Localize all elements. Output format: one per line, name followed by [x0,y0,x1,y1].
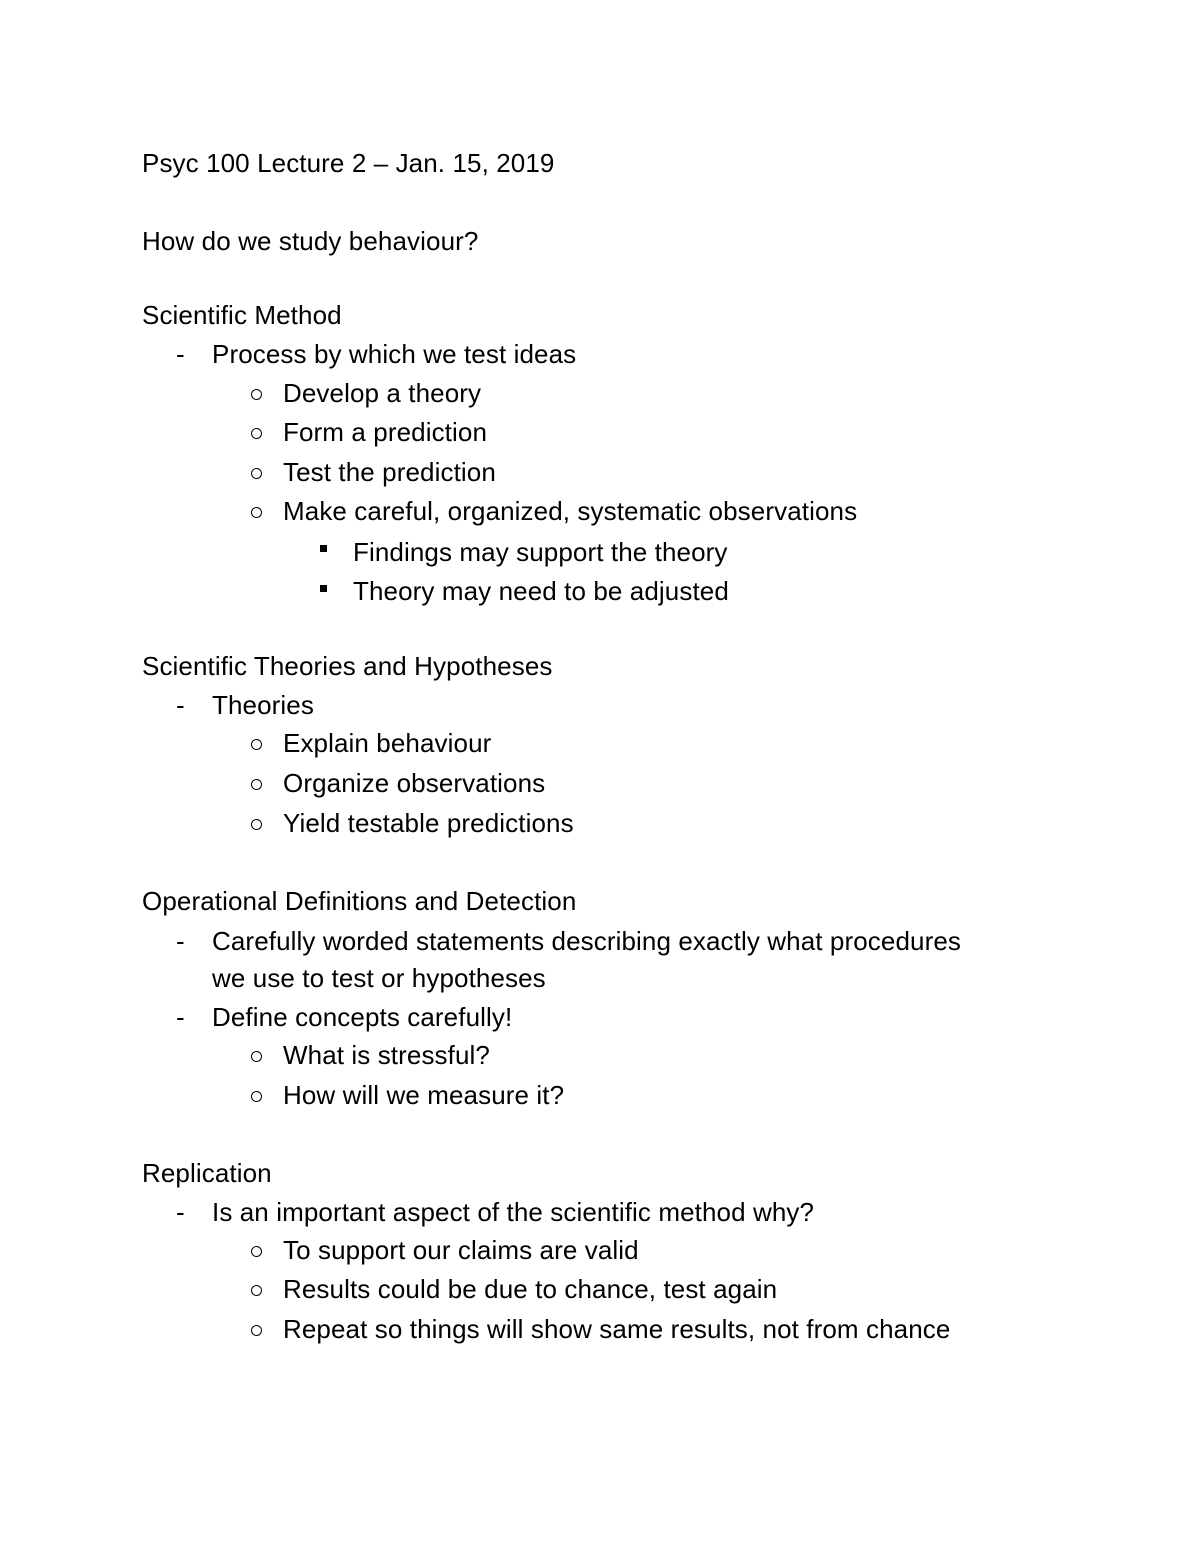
square-bullet [320,545,327,552]
list-item: Carefully worded statements describing exactly what procedures [212,926,962,956]
circle-bullet [251,1285,262,1296]
list-item: Define concepts carefully! [212,1002,513,1032]
list-item: Is an important aspect of the scientific method why? [212,1197,815,1227]
dash-bullet: - [176,339,185,369]
list-subsubitem: Findings may support the theory [353,537,728,567]
dash-bullet: - [176,926,185,956]
list-subitem: Results could be due to chance, test again [283,1274,778,1304]
circle-bullet [251,1325,262,1336]
circle-bullet [251,1091,262,1102]
section-heading-theories-hypotheses: Scientific Theories and Hypotheses [142,651,553,681]
list-subitem: Test the prediction [283,457,496,487]
page-title: Psyc 100 Lecture 2 – Jan. 15, 2019 [142,148,555,178]
dash-bullet: - [176,690,185,720]
circle-bullet [251,1246,262,1257]
section-heading-replication: Replication [142,1158,272,1188]
list-item: Process by which we test ideas [212,339,577,369]
intro-question: How do we study behaviour? [142,226,479,256]
list-subitem: Yield testable predictions [283,808,574,838]
circle-bullet [251,819,262,830]
circle-bullet [251,389,262,400]
list-subsubitem: Theory may need to be adjusted [353,576,729,606]
list-item: Theories [212,690,314,720]
circle-bullet [251,1051,262,1062]
circle-bullet [251,739,262,750]
list-subitem: What is stressful? [283,1040,490,1070]
list-subitem: Form a prediction [283,417,487,447]
circle-bullet [251,507,262,518]
list-subitem: Organize observations [283,768,546,798]
list-subitem: Make careful, organized, systematic observations [283,496,858,526]
dash-bullet: - [176,1197,185,1227]
list-subitem: Repeat so things will show same results, not from chance [283,1314,951,1344]
circle-bullet [251,779,262,790]
circle-bullet [251,468,262,479]
square-bullet [320,585,327,592]
list-subitem: How will we measure it? [283,1080,565,1110]
circle-bullet [251,428,262,439]
list-item-continuation: we use to test or hypotheses [212,963,546,993]
dash-bullet: - [176,1002,185,1032]
section-heading-operational-definitions: Operational Definitions and Detection [142,886,577,916]
section-heading-scientific-method: Scientific Method [142,300,342,330]
list-subitem: Develop a theory [283,378,482,408]
list-subitem: Explain behaviour [283,728,492,758]
list-subitem: To support our claims are valid [283,1235,639,1265]
